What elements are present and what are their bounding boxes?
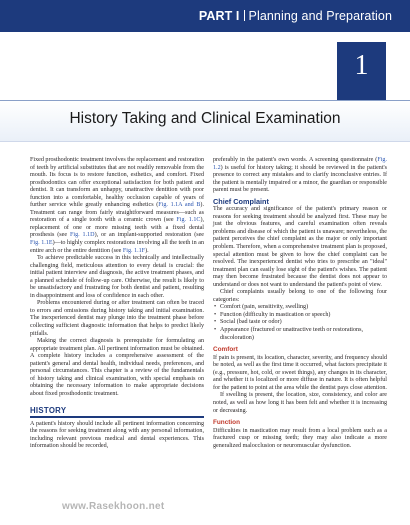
text-run: ). <box>145 247 149 254</box>
body-paragraph: Making the correct diagnosis is prerequisite for formulating an appropriate treatment plan. All pertinent information must be obtained. A complete history includes a comprehensive assessment of the patient's general and dental health, individual needs, preferences, and personal circumstances. This chapter is a review of the fundamentals of history taking and clinical examination, with special emphasis on obtaining the necessary information to make appropriate decisions about fixed prosthodontic treatment. <box>30 338 204 397</box>
bullet-icon: • <box>214 319 217 326</box>
part-header-bar <box>0 0 410 32</box>
chief-complaint-heading: Chief Complaint <box>213 196 269 206</box>
part-number: PART I <box>198 9 240 23</box>
list-item-text: Function (difficulty in mastication or speech) <box>220 311 331 318</box>
list-item <box>213 304 387 312</box>
text-run: )—to highly complex restorations involving all the teeth in an entire arch or the entire dentition (see <box>30 240 205 254</box>
left-column <box>30 157 204 451</box>
text-run: ), replacement of one or more missing teeth with a fixed dental prosthesis (see <box>30 217 205 239</box>
complaint-category-list <box>213 304 387 342</box>
chapter-title: History Taking and Clinical Examination <box>69 110 341 127</box>
intro-paragraph <box>30 157 204 255</box>
chapter-number-box <box>337 42 386 100</box>
title-rule-bottom <box>0 141 410 142</box>
chapter-number: 1 <box>354 50 369 81</box>
function-heading: Function <box>213 419 240 427</box>
text-run: Fixed prosthodontic treatment involves the replacement and restoration of teeth by artificial substitutes that are not readily removable from the mouth. Its focus is to restore function, esthetics, and comfort. Fixed prosthodontics can offer exceptional satisfaction for both patient and dentist. It can transform an unhappy, unattractive dentition with poor function into a comfortable, healthy occlusion capable of years of further service while greatly enhancing esthetics ( <box>30 157 204 209</box>
text-run: ) is useful for history taking; it should be reviewed in the patient's presence to correct any mistakes and to clarify inconclusive entries. If the patient is mentally impaired or a minor, the guardian or responsible parent must be present. <box>213 164 387 194</box>
text-run: preferably in the patient's own words. A screening questionnaire ( <box>213 157 378 163</box>
body-paragraph: A patient's history should include all pertinent information concerning the reasons for seeking treatment along with any personal information, including relevant previous medical and dental experiences. This information should be recorded, <box>30 420 204 450</box>
figure-link[interactable]: Fig. 1.1C <box>176 217 201 224</box>
body-paragraph: The accuracy and significance of the patient's primary reason or reasons for seeking treatment should be analyzed first. These may be just the obvious features, and careful examination often reveals problems and disease of which the patient is unaware; nevertheless, the patient perceives the chief complaint as the major or only important problem. Therefore, when a comprehensive treatment plan is proposed, special attention must be given to how the chief complaint can be resolved. The inexperienced dentist who tries to prescribe an "ideal" treatment plan can easily lose sight of the patient's wishes. The patient may then become frustrated because the dentist does not appear to understand or does not want to understand the patient's point of view. <box>213 206 387 288</box>
body-paragraph: To achieve predictable success in this technically and intellectually challenging field, meticulous attention to every detail is crucial: the initial patient interview and diagnosis, the active treatment phases, and a planned schedule of follow-up care. Otherwise, the result is likely to be unsatisfactory and frustrating for both dentist and patient, resulting in disappointment and loss of confidence in each other. <box>30 255 204 299</box>
bullet-icon: • <box>214 311 217 318</box>
bullet-icon: • <box>214 304 217 311</box>
body-paragraph: Difficulties in mastication may result from a local problem such as a fractured cusp or missing teeth; they may also indicate a more generalized malocclusion or neuromuscular dysfunction. <box>213 427 387 449</box>
right-column <box>213 157 387 450</box>
body-paragraph: If pain is present, its location, character, severity, and frequency should be noted, as well as the first time it occurred, what factors precipitate it (e.g., pressure, hot, cold, or sweet things), any changes in its character, and whether it is localized or more diffuse in nature. It is often helpful for the patient to point at the area while the dentist pays close attention. <box>213 354 387 391</box>
history-heading-rule <box>30 416 204 418</box>
body-paragraph: Problems encountered during or after treatment can often be traced to errors and omissions during history taking and initial examination. The inexperienced dentist may plunge into the treatment phase before collecting sufficient diagnostic information that helps to predict likely pitfalls. <box>30 300 204 337</box>
list-item-text: Social (bad taste or odor) <box>220 319 282 326</box>
text-run: ). Treatment can range from fairly straightforward measures—such as restoration of a single tooth with a ceramic crown (see <box>30 202 204 224</box>
list-item-text: Appearance (fractured or unattractive teeth or restorations, discoloration) <box>220 327 363 341</box>
comfort-heading: Comfort <box>213 346 238 354</box>
list-item-text: Comfort (pain, sensitivity, swelling) <box>220 304 309 311</box>
bullet-icon: • <box>214 327 217 334</box>
history-heading-text: HISTORY <box>30 405 67 415</box>
part-title: Planning and Preparation <box>248 9 392 23</box>
list-item <box>213 327 387 342</box>
figure-link[interactable]: Fig. 1.1D <box>70 232 95 239</box>
body-paragraph: If swelling is present, the location, size, consistency, and color are noted, as well as how long it has been felt and whether it is increasing or decreasing. <box>213 392 387 414</box>
figure-link[interactable]: Fig. 1.1F <box>122 247 146 254</box>
watermark: www.Rasekhoon.net <box>62 501 165 512</box>
text-run: ), or an implant-supported restoration (see <box>94 232 205 239</box>
body-paragraph: Chief complaints usually belong to one of the following four categories: <box>213 289 387 303</box>
part-separator <box>244 10 245 21</box>
body-paragraph <box>213 157 387 195</box>
figure-link[interactable]: Fig. 1.1E <box>30 240 53 247</box>
part-label <box>199 9 392 23</box>
history-section-heading <box>30 407 204 418</box>
figure-link[interactable]: Fig. 1.2 <box>213 157 387 171</box>
list-item <box>213 319 387 327</box>
figure-link[interactable]: Fig. 1.1A and B <box>158 202 201 209</box>
